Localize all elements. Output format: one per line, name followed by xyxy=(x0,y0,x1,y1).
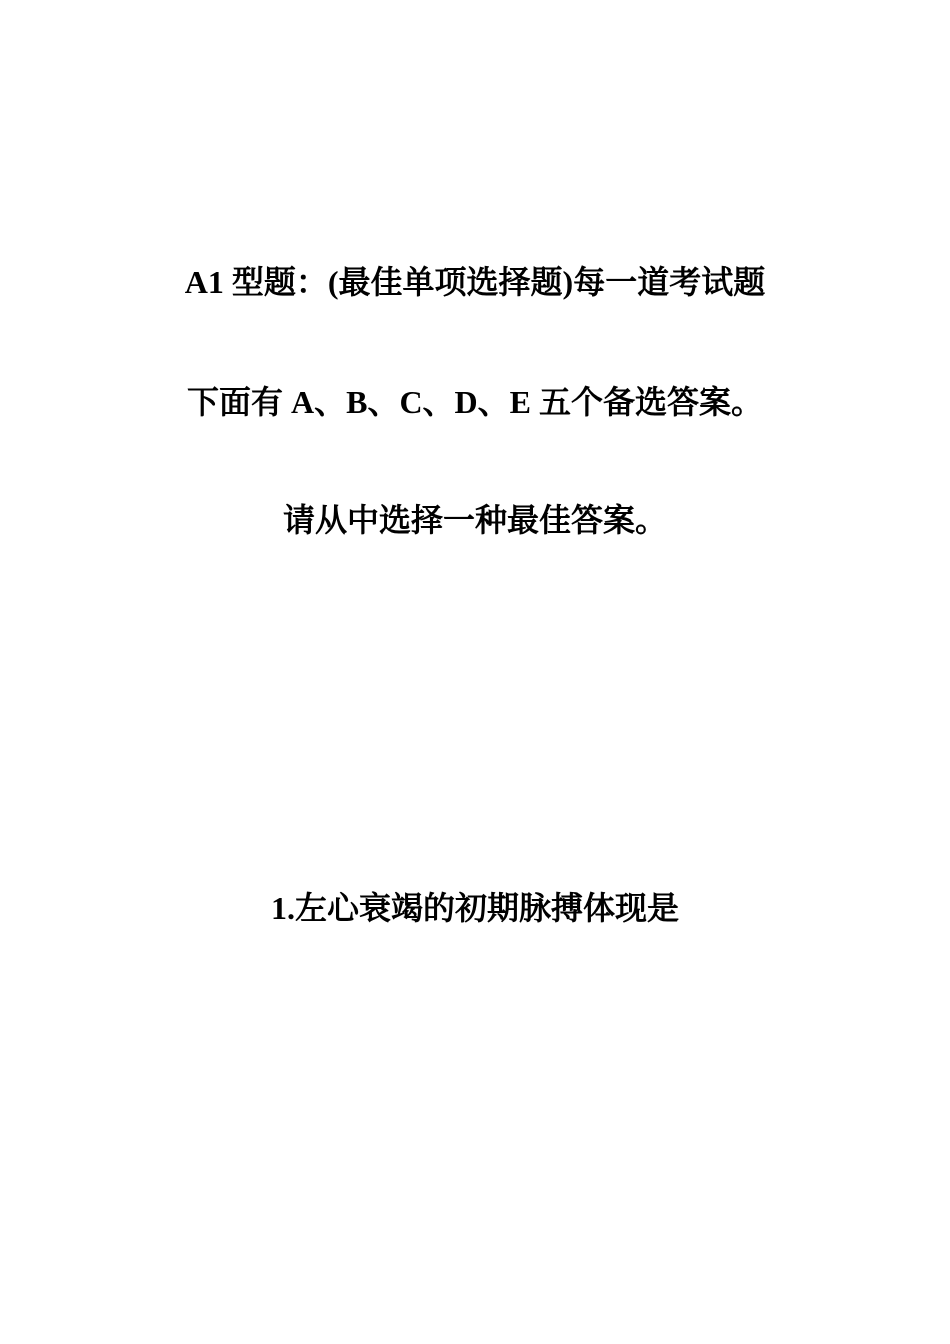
instruction-line-1: A1 型题：(最佳单项选择题)每一道考试题 xyxy=(184,264,766,300)
instruction-line-3: 请从中选择一种最佳答案。 xyxy=(282,502,667,538)
instruction-line-2: 下面有 A、B、C、D、E 五个备选答案。 xyxy=(186,384,764,420)
question-1-text: 1.左心衰竭的初期脉搏体现是 xyxy=(270,890,679,926)
